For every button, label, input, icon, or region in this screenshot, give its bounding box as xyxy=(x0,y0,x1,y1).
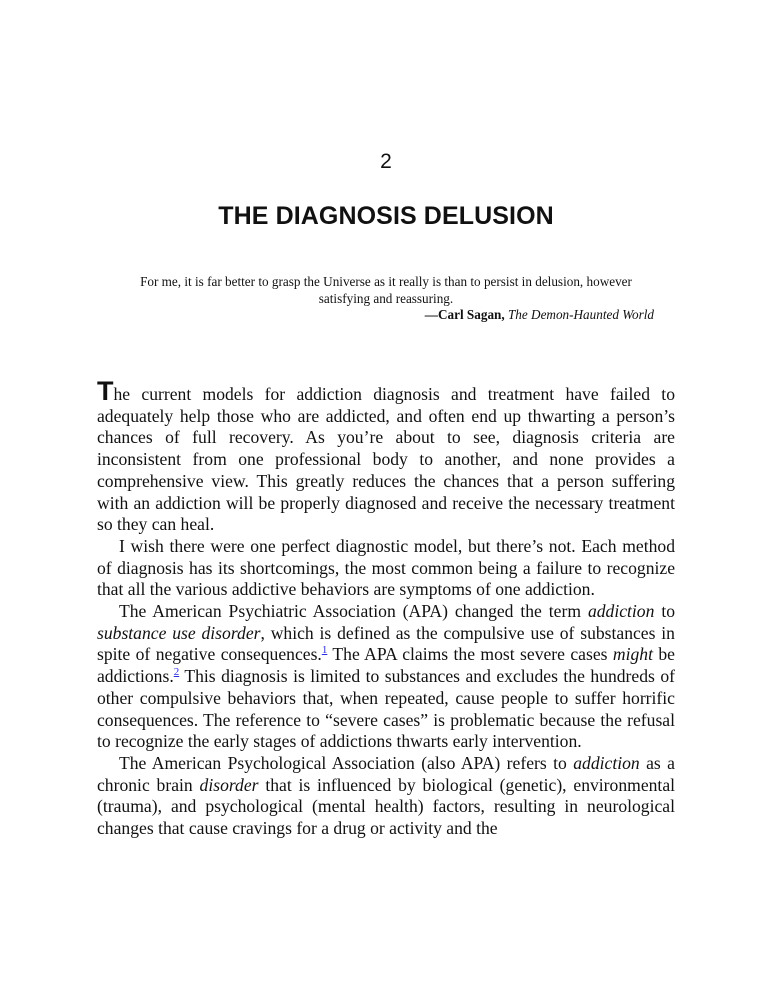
paragraph-4-text: that is influenced by biological (genetic), environmental (trauma), and psychological (mental health) factors, resulting in neurological changes that cause cravings for a drug or activity and the xyxy=(97,774,676,839)
drop-cap: T xyxy=(97,376,114,406)
paragraph-3-text: This diagnosis is limited to substances and excludes the hundreds of other compulsive behaviors that, when repeated, cause people to suffer horrific consequences. The reference to “severe cases” is problematic because the refusal to recognize the early stages of addictions thwarts early intervention. xyxy=(97,666,675,752)
paragraph-3-text: The American Psychiatric Association (APA) changed the term xyxy=(119,601,588,622)
chapter-number: 2 xyxy=(380,150,392,173)
paragraph-3-text: be addictions. xyxy=(97,644,675,687)
epigraph xyxy=(118,274,654,324)
emphasis-substance-use-disorder: substance use disorder xyxy=(97,622,261,643)
paragraph-3-text: , which is defined as the compulsive use of substances in spite of negative consequences. xyxy=(97,622,675,665)
emphasis-addiction: addiction xyxy=(587,601,655,622)
chapter-body xyxy=(97,376,676,840)
paragraph-1 xyxy=(97,376,675,536)
paragraph-4 xyxy=(97,753,675,840)
footnote-link-1[interactable]: 1 xyxy=(321,644,328,657)
epigraph-quote: For me, it is far better to grasp the Universe as it really is than to persist in delusion, however satisfying and reassuring. xyxy=(140,274,632,306)
paragraph-2: I wish there were one perfect diagnostic model, but there’s not. Each method of diagnosis has its shortcomings, the most common being a failure to recognize that all the various addictive behaviors are symptoms of one addiction. xyxy=(97,535,675,600)
emphasis-might: might xyxy=(612,644,653,665)
footnote-link-2[interactable]: 2 xyxy=(173,666,180,679)
paragraph-1-text: he current models for addiction diagnosis and treatment have failed to adequately help those who are addicted, and often end up thwarting a person’s chances of full recovery. As you’re about to see, diagnosis criteria are inconsistent from one professional body to another, and none provides a comprehensive view. This greatly reduces the chances that a person suffering with an addiction will be properly diagnosed and receive the necessary treatment so they can heal. xyxy=(97,384,675,535)
paragraph-4-text: as a chronic brain xyxy=(97,752,675,795)
paragraph-4-text: The American Psychological Association (also APA) refers to xyxy=(119,752,574,773)
epigraph-attribution xyxy=(118,307,654,324)
chapter-title: THE DIAGNOSIS DELUSION xyxy=(218,202,554,230)
emphasis-disorder: disorder xyxy=(199,774,259,795)
paragraph-3-text: to xyxy=(654,601,675,622)
paragraph-3 xyxy=(97,601,675,753)
epigraph-work: The Demon-Haunted World xyxy=(507,307,654,322)
epigraph-author: —Carl Sagan, xyxy=(424,307,505,322)
emphasis-addiction: addiction xyxy=(573,752,640,773)
paragraph-3-text: The APA claims the most severe cases xyxy=(327,644,613,665)
